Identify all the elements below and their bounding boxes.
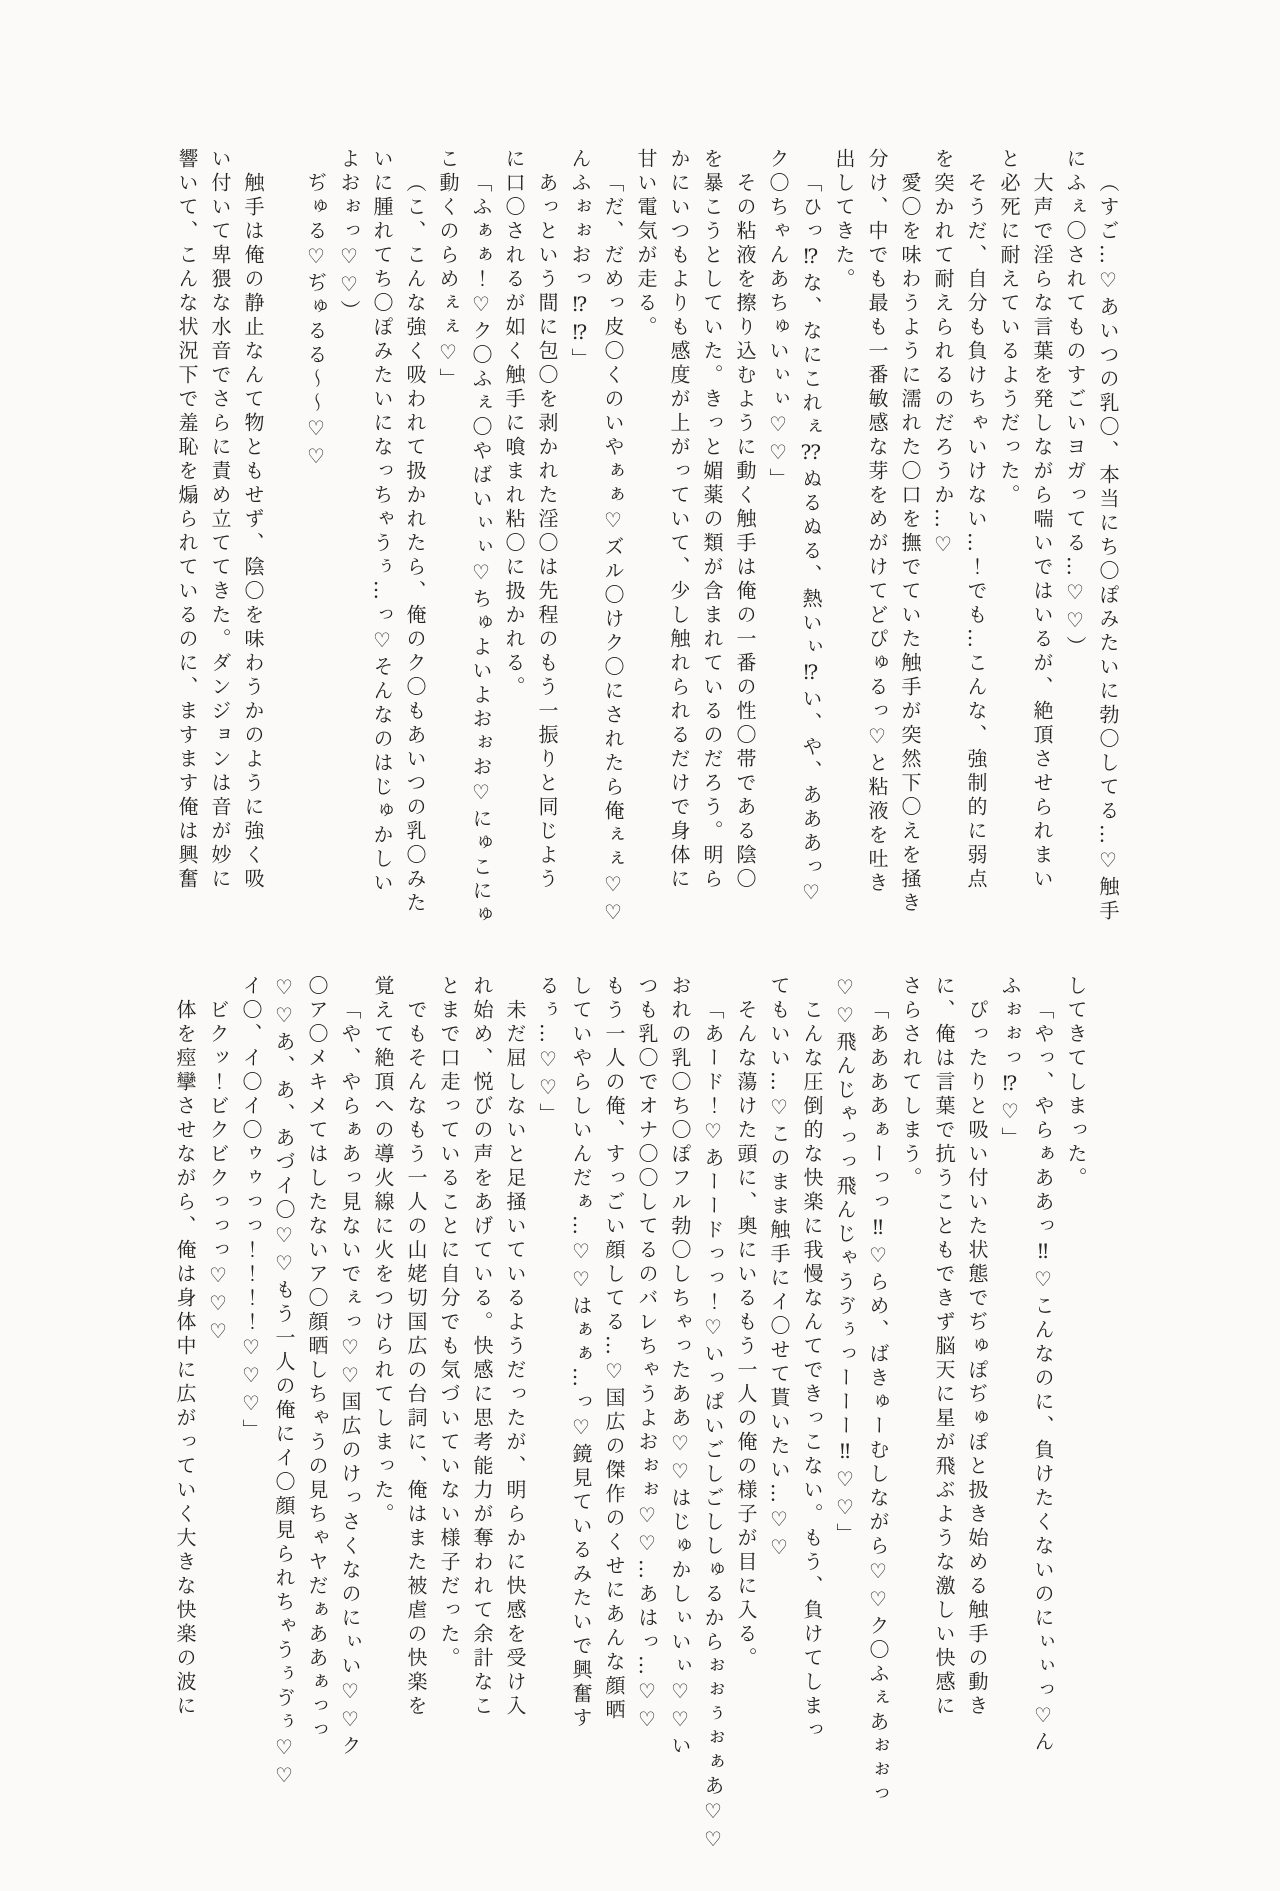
text-column: よおぉっ♡♡） <box>337 148 361 324</box>
text-column: れ始め、悦びの声をあげている。快感に思考能力が奪われて余計なこ <box>470 975 494 1719</box>
text-column: 「ふぁぁ！♡ク〇ふぇ〇やばいぃぃ♡ちゅよいよおぉお♡にゅこにゅ <box>469 172 493 928</box>
bottom-text-block <box>168 975 1092 1855</box>
text-column: ぢゅる♡ぢゅるる～～♡♡ <box>304 172 328 472</box>
text-column: 触手は俺の静止なんて物ともせず、陰〇を味わうかのように強く吸 <box>241 172 265 892</box>
text-column: を暴こうとしていた。きっと媚薬の類が含まれているのだろう。明ら <box>700 148 724 892</box>
text-column: ふぉぉっ⁉♡」 <box>998 975 1022 1151</box>
text-column: そんな蕩けた頭に、奥にいるもう一人の俺の様子が目に入る。 <box>734 999 758 1671</box>
text-column: あっという間に包〇を剥かれた淫〇は先程のもう一振りと同じよう <box>535 172 559 892</box>
text-column: 大声で淫らな言葉を発しながら喘いではいるが、絶頂させられまい <box>1030 172 1054 892</box>
text-column: ク〇ちゃんあちゅいぃぃ♡♡」 <box>766 148 790 492</box>
text-column: 「やっ、やらぁああっ‼♡こんなのに、負けたくないのにぃぃっ♡ん <box>1031 999 1055 1755</box>
text-column: 「ああああぁーっっ‼♡らめ、ばきゅーむしながら♡♡ク〇ふぇあぉぉっ <box>866 999 890 1807</box>
text-column: に、俺は言葉で抗うこともできず脳天に星が飛ぶような激しい快感に <box>932 975 956 1719</box>
text-column: イ〇、イ〇イ〇ゥゥっっ！！！！♡♡♡」 <box>239 975 263 1443</box>
text-column: いに腫れてち〇ぽみたいになっちゃうぅ…っ♡そんなのはじゅかしい <box>370 148 394 896</box>
text-column: 〇ア〇メキメてはしたないア〇顔晒しちゃうの見ちゃヤだぁああぁっっ <box>305 975 329 1743</box>
text-column: （こ、こんな強く吸われて扱かれたら、俺のク〇もあいつの乳〇みた <box>403 172 427 916</box>
text-column: こ動くのらめぇぇ♡」 <box>436 148 460 392</box>
text-column: 「や、やらぁあっ見ないでぇっ♡♡国広のけっさくなのにぃい♡♡ク <box>338 999 362 1759</box>
top-text-block <box>170 148 1124 928</box>
text-column: てもいい…♡このまま触手にイ〇せて貰いたい…♡♡ <box>767 975 791 1563</box>
text-column: を突かれて耐えられるのだろうか…♡ <box>931 148 955 560</box>
text-column: ♡♡飛んじゃっっ飛んじゃうゔぅっーーー‼♡♡」 <box>833 975 857 1547</box>
text-column: 「あード！♡あーードっっ！♡いっぱいごしごししゅるからぉぉぅぉぁあ♡♡ <box>701 999 725 1855</box>
text-column: に口〇されるが如く触手に喰まれ粘〇に扱かれる。 <box>502 148 526 700</box>
text-column: その粘液を擦り込むように動く触手は俺の一番の性〇帯である陰〇 <box>733 172 757 892</box>
text-column: ♡♡あ、あ、あづイ〇♡♡もう一人の俺にイ〇顔見られちゃうぅゔぅ♡♡ <box>272 975 296 1791</box>
text-column: つも乳〇でオナ〇〇してるのバレちゃうよおぉぉ♡♡…あはっ…♡♡ <box>635 975 659 1735</box>
text-column: と必死に耐えているようだった。 <box>997 148 1021 508</box>
text-column: 甘い電気が走る。 <box>634 148 658 340</box>
text-column: 出してきた。 <box>832 148 856 292</box>
text-column: （すご…♡あいつの乳〇、本当にち〇ぽみたいに勃〇してる…♡触手 <box>1096 172 1120 924</box>
text-column: ビクッ！ビクビクっっっ♡♡♡ <box>206 999 230 1347</box>
text-column: していやらしいんだぁ…♡♡はぁぁ…っ♡鏡見ているみたいで興奮す <box>569 975 593 1731</box>
text-column: してきてしまった。 <box>1064 975 1088 1191</box>
text-column: 体を痙攣させながら、俺は身体中に広がっていく大きな快楽の波に <box>173 999 197 1719</box>
text-column: 「だ、だめっ皮〇くのいやぁぁ♡ズル〇けク〇にされたら俺ぇぇ♡♡ <box>601 172 625 928</box>
text-column: んふぉぉおっ⁉⁉」 <box>568 148 592 372</box>
text-column: るぅ…♡♡」 <box>536 975 560 1127</box>
text-column: おれの乳〇ち〇ぽフル勃〇しちゃったああ♡♡はじゅかしぃいぃ♡♡い <box>668 975 692 1759</box>
text-column: そうだ、自分も負けちゃいけない…！でも…こんな、強制的に弱点 <box>964 172 988 892</box>
text-column: かにいつもよりも感度が上がっていて、少し触れられるだけで身体に <box>667 148 691 892</box>
text-column: にふぇ〇されてものすごいヨガってる…♡♡） <box>1063 148 1087 660</box>
text-column: でもそんなもう一人の山姥切国広の台詞に、俺はまた被虐の快楽を <box>404 999 428 1719</box>
text-column: 愛〇を味わうように濡れた〇口を撫でていた触手が突然下〇えを掻き <box>898 172 922 916</box>
text-column: さらされてしまう。 <box>899 975 923 1191</box>
text-column: もう一人の俺、すっごい顔してる…♡国広の傑作のくせにあんな顔晒 <box>602 975 626 1723</box>
text-column: い付いて卑猥な水音でさらに責め立ててきた。ダンジョンは音が妙に <box>208 148 232 892</box>
text-column: とまで口走っていることに自分でも気づいていない様子だった。 <box>437 975 461 1671</box>
text-column: こんな圧倒的な快楽に我慢なんてできっこない。もう、負けてしまっ <box>800 999 824 1743</box>
text-column: ぴったりと吸い付いた状態でぢゅぽぢゅぽと扱き始める触手の動き <box>965 999 989 1719</box>
text-column: 「ひっ⁉な、なにこれぇ⁇ぬるぬる、熱いぃ⁉い、や、あああっ♡ <box>799 172 823 908</box>
text-column: 響いて、こんな状況下で羞恥を煽られているのに、ますます俺は興奮 <box>175 148 199 892</box>
text-column: 未だ屈しないと足掻いているようだったが、明らかに快感を受け入 <box>503 999 527 1719</box>
text-column: 分け、中でも最も一番敏感な芽をめがけてどぴゅるっ♡と粘液を吐き <box>865 148 889 896</box>
text-column: 覚えて絶頂への導火線に火をつけられてしまった。 <box>371 975 395 1527</box>
